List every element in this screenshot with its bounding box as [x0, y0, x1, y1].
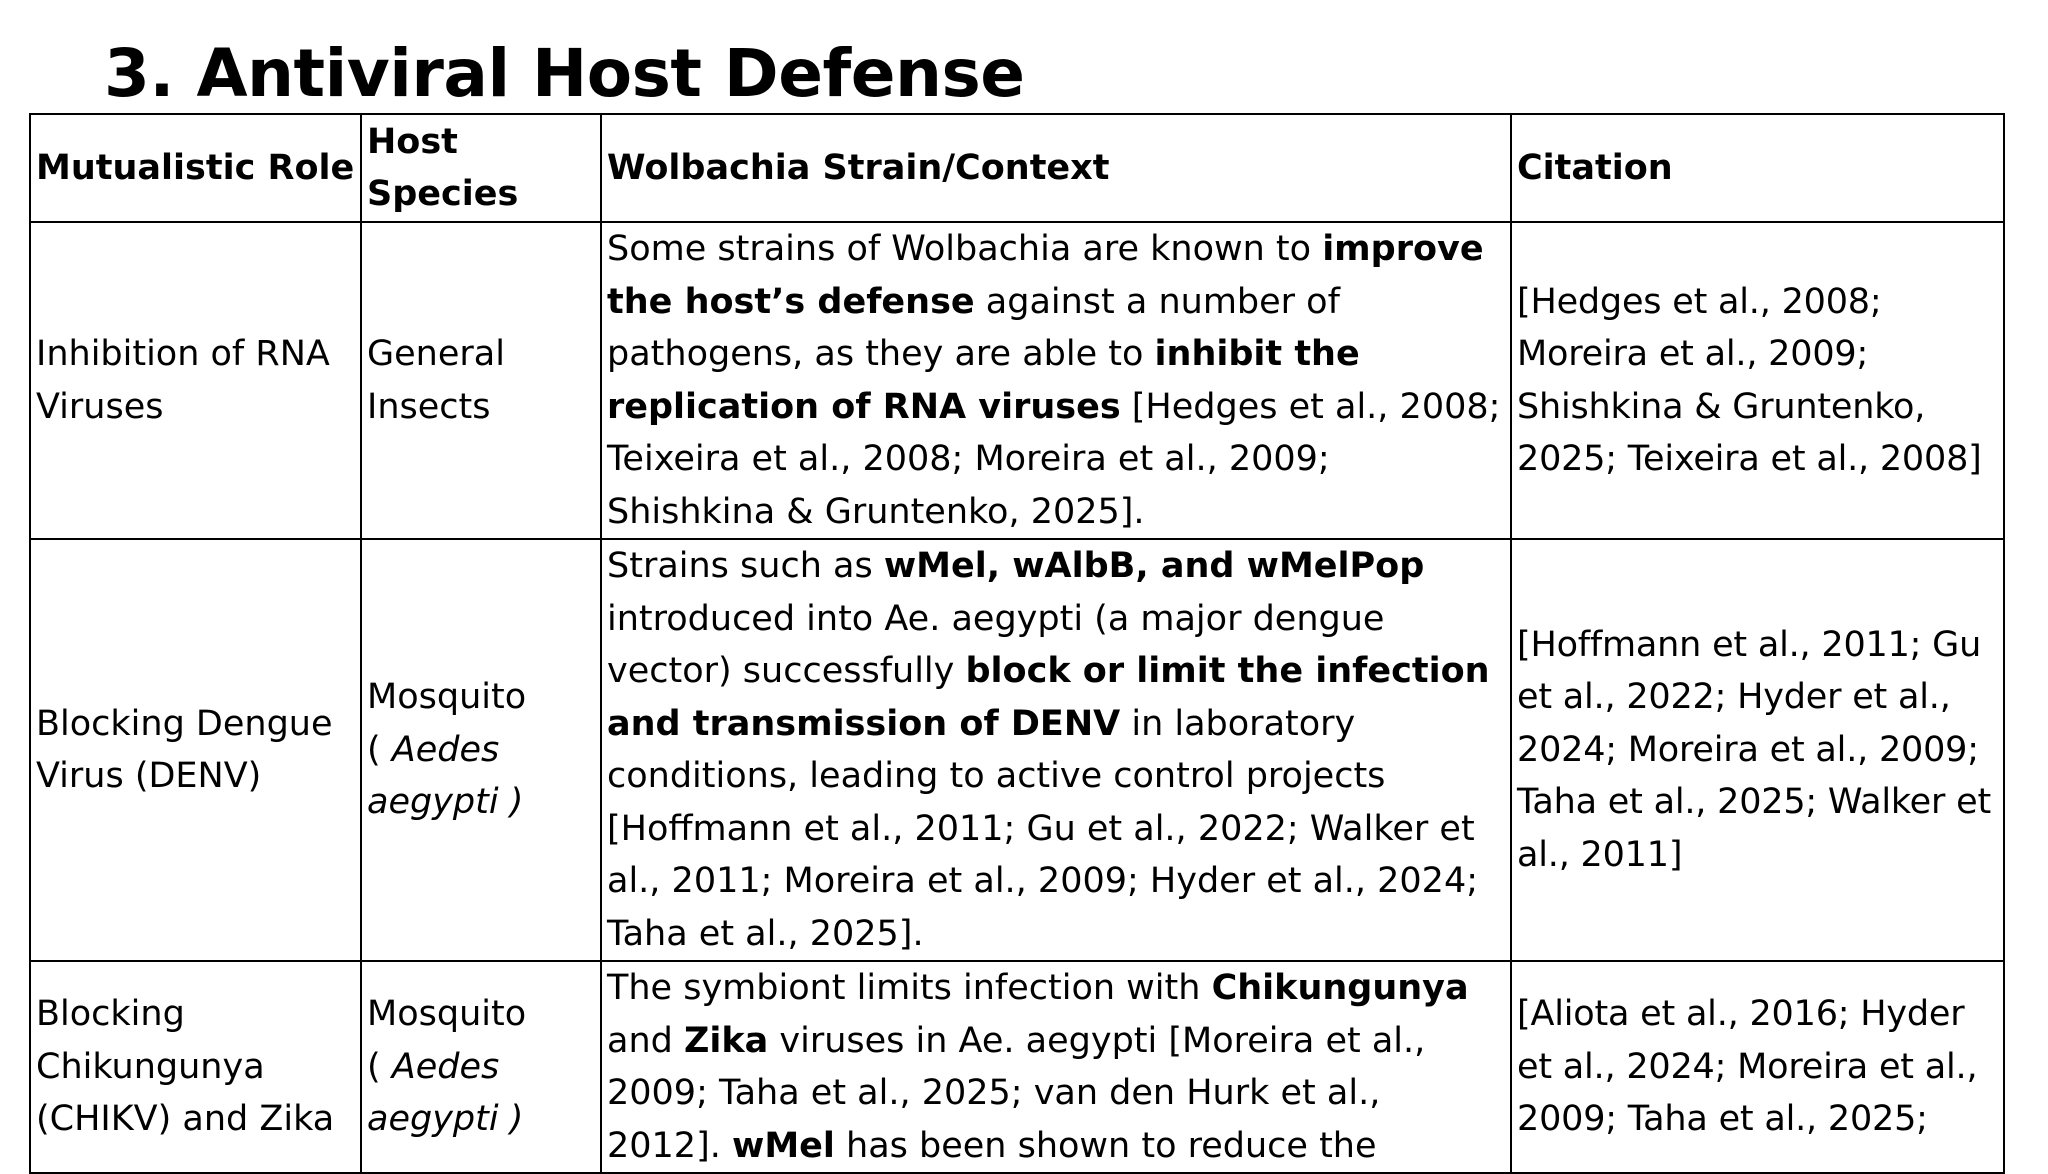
context-text: against a number of pathogens, as they are able to	[607, 281, 1340, 374]
cell-host	[361, 222, 601, 539]
page-title: 3. Antiviral Host Defense	[104, 35, 1025, 112]
context-text: introduced into Ae. aegypti (a major dengue vector) successfully	[607, 598, 1385, 691]
context-emphasis: Chikungunya	[1211, 968, 1469, 1008]
host-suffix: )	[498, 1099, 524, 1140]
context-text: and	[607, 1020, 684, 1061]
table-header-row	[30, 114, 2004, 222]
context-text: in laboratory conditions, leading to active control projects [Hoffmann et al., 2011; Gu et al., 2022; Walker et al., 2011; Moreira et al., 2009; Hyder et al., 2024; Taha et al., 2025].	[607, 703, 1479, 954]
header-citation: Citation	[1511, 114, 2004, 222]
host-suffix: )	[498, 782, 524, 823]
context-text: Strains such as	[607, 546, 884, 586]
defense-table	[29, 113, 2005, 1174]
table-row	[30, 539, 2004, 961]
host-species-italic: Aedes aegypti	[367, 1046, 500, 1140]
cell-role: Blocking Chikungunya (CHIKV) and Zika	[30, 961, 361, 1173]
context-text: [Hedges et al., 2008; Teixeira et al., 2008; Moreira et al., 2009; Shishkina & Gruntenko, 2025].	[607, 386, 1501, 532]
context-emphasis: wMel	[731, 1125, 835, 1166]
cell-citation: [Aliota et al., 2016; Hyder et al., 2024; Moreira et al., 2009; Taha et al., 2025;	[1511, 961, 2004, 1173]
host-main: Mosquito	[367, 677, 527, 718]
table-row	[30, 222, 2004, 539]
cell-context	[601, 539, 1511, 961]
context-emphasis: block or limit the infection and transmission of DENV	[607, 651, 1490, 744]
host-main: Mosquito	[367, 994, 527, 1035]
table-row	[30, 961, 2004, 1173]
header-mutualistic-role: Mutualistic Role	[30, 114, 361, 222]
cell-role: Inhibition of RNA Viruses	[30, 222, 361, 539]
host-species-italic: Aedes aegypti	[367, 729, 500, 823]
context-text: viruses in Ae. aegypti [Moreira et al., 2009; Taha et al., 2025; van den Hurk et al., 2012].	[607, 1020, 1426, 1166]
host-prefix: (	[367, 729, 392, 770]
cell-citation: [Hedges et al., 2008; Moreira et al., 2009; Shishkina & Gruntenko, 2025; Teixeira et al., 2008]	[1511, 222, 2004, 539]
cell-host	[361, 961, 601, 1173]
context-emphasis: Zika	[683, 1020, 769, 1061]
context-emphasis: wMel, wAlbB, and wMelPop	[883, 546, 1425, 586]
host-main: General Insects	[367, 334, 505, 427]
context-emphasis: inhibit the replication of RNA viruses	[607, 334, 1360, 427]
context-text: Some strains of Wolbachia are known to	[607, 229, 1323, 269]
context-emphasis: improve the host’s defense	[607, 229, 1484, 322]
cell-citation: [Hoffmann et al., 2011; Gu et al., 2022; Hyder et al., 2024; Moreira et al., 2009; Taha et al., 2025; Walker et al., 2011]	[1511, 539, 2004, 961]
cell-context	[601, 961, 1511, 1173]
host-prefix: (	[367, 1046, 392, 1087]
header-host-species: Host Species	[361, 114, 601, 222]
cell-role: Blocking Dengue Virus (DENV)	[30, 539, 361, 961]
context-text: The symbiont limits infection with	[607, 968, 1212, 1008]
header-wolbachia-strain-context: Wolbachia Strain/Context	[601, 114, 1511, 222]
cell-host	[361, 539, 601, 961]
context-text: has been shown to reduce the	[834, 1125, 1377, 1166]
cell-context	[601, 222, 1511, 539]
